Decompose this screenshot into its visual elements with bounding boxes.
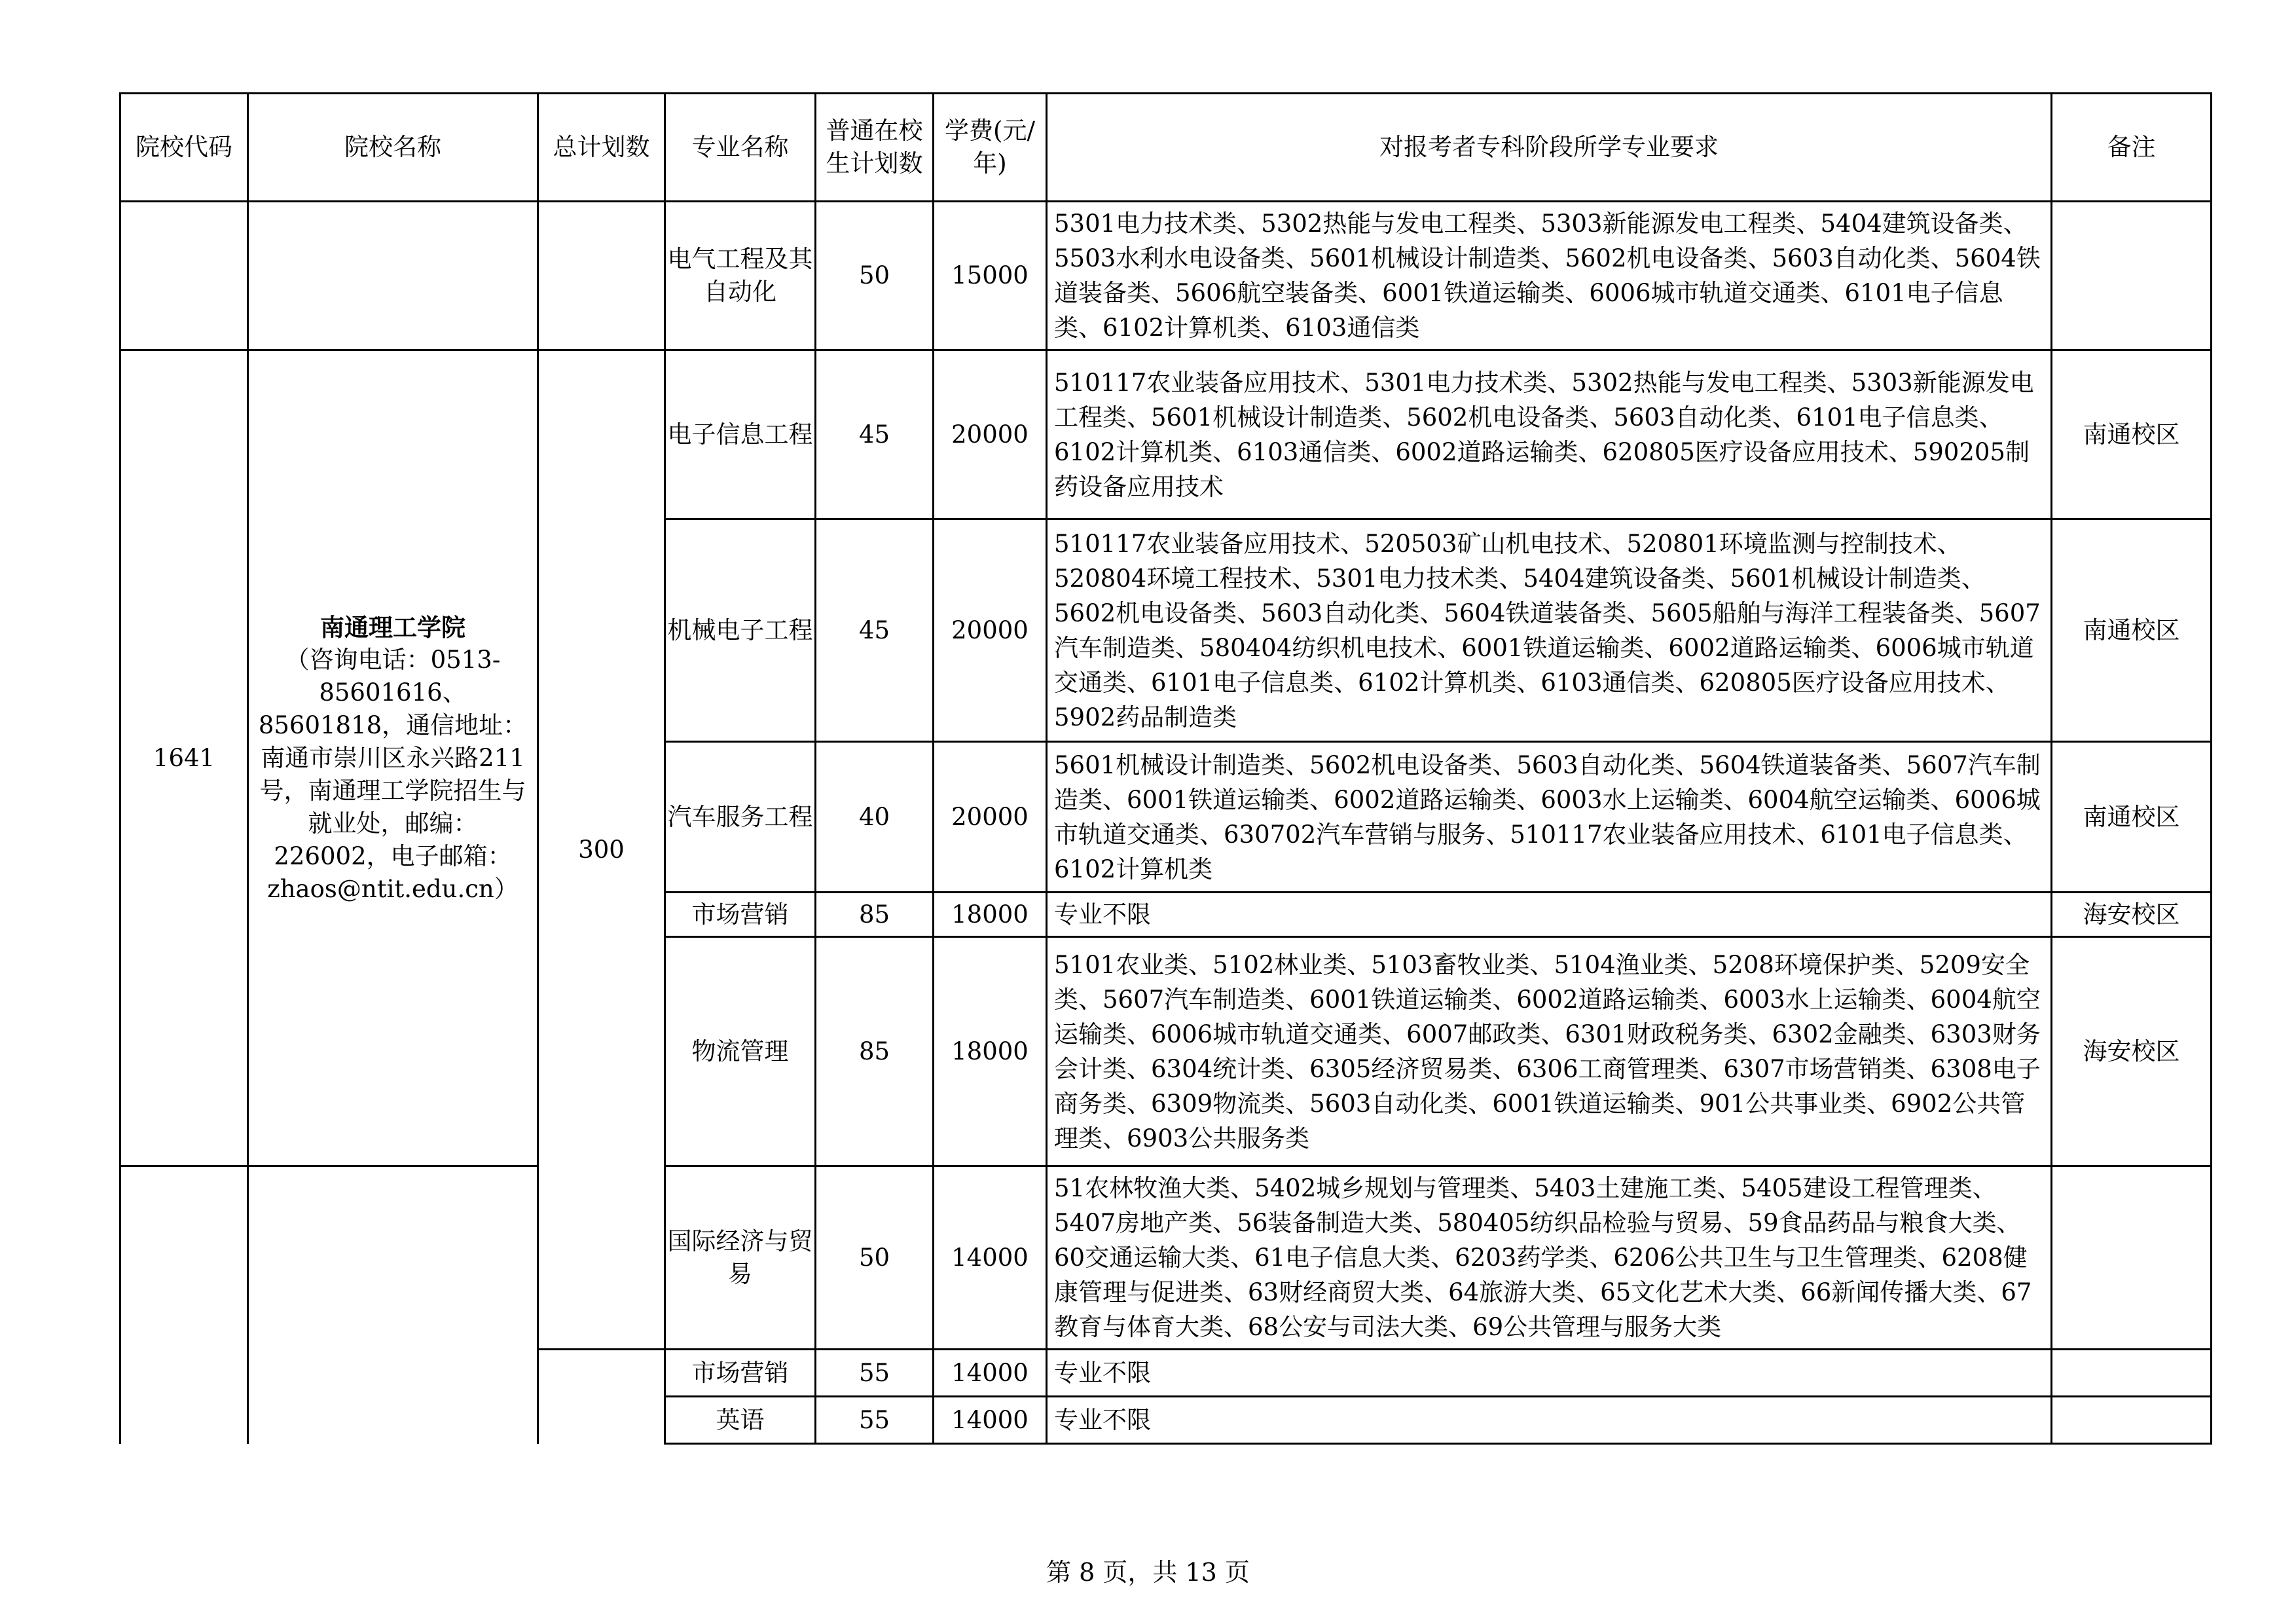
- requirement-cell: 专业不限: [1047, 1350, 2052, 1397]
- table-row: [120, 202, 2212, 350]
- requirement-cell: 5101农业类、5102林业类、5103畜牧业类、5104渔业类、5208环境保护类、5209安全类、5607汽车制造类、6001铁道运输类、6002道路运输类、6003水上运输类、6004航空运输类、6006城市轨道交通类、6007邮政类、6301财政税务类、6302金融类、6303财务会计类、6304统计类、6305经济贸易类、6306工商管理类、6307市场营销类、6308电子商务类、6309物流类、5603自动化类、6001铁道运输类、901公共事业类、6902公共管理类、6903公共服务类: [1047, 937, 2052, 1166]
- admission-plan-table: [119, 92, 2212, 1445]
- header-row: [120, 94, 2212, 202]
- fee-cell: 20000: [934, 350, 1047, 519]
- major-cell: 机械电子工程: [665, 519, 816, 742]
- requirement-cell: 专业不限: [1047, 893, 2052, 937]
- header-note: 备注: [2052, 94, 2212, 202]
- fee-cell: 18000: [934, 937, 1047, 1166]
- fee-cell: 18000: [934, 893, 1047, 937]
- header-fee: 学费(元/年): [934, 94, 1047, 202]
- header-plan: 普通在校生计划数: [816, 94, 934, 202]
- fee-cell: 20000: [934, 519, 1047, 742]
- major-cell: 市场营销: [665, 1350, 816, 1397]
- school-cell: [248, 1166, 538, 1444]
- school-code: 1641: [120, 350, 248, 1166]
- major-cell: 汽车服务工程: [665, 742, 816, 893]
- requirement-cell: 5301电力技术类、5302热能与发电工程类、5303新能源发电工程类、5404建筑设备类、5503水利水电设备类、5601机械设计制造类、5602机电设备类、5603自动化类、5604铁道装备类、5606航空装备类、6001铁道运输类、6006城市轨道交通类、6101电子信息类、6102计算机类、6103通信类: [1047, 202, 2052, 350]
- requirement-cell: 51农林牧渔大类、5402城乡规划与管理类、5403土建施工类、5405建设工程管理类、5407房地产类、56装备制造大类、580405纺织品检验与贸易、59食品药品与粮食大类、60交通运输大类、61电子信息大类、6203药学类、6206公共卫生与卫生管理类、6208健康管理与促进类、63财经商贸大类、64旅游大类、65文化艺术大类、66新闻传播大类、67教育与体育大类、68公安与司法大类、69公共管理与服务大类: [1047, 1166, 2052, 1350]
- major-cell: 市场营销: [665, 893, 816, 937]
- requirement-cell: 510117农业装备应用技术、5301电力技术类、5302热能与发电工程类、5303新能源发电工程类、5601机械设计制造类、5602机电设备类、5603自动化类、6101电子信息类、6102计算机类、6103通信类、6002道路运输类、620805医疗设备应用技术、590205制药设备应用技术: [1047, 350, 2052, 519]
- table-row: [120, 350, 2212, 519]
- major-cell: 电子信息工程: [665, 350, 816, 519]
- school-name: 南通理工学院: [320, 612, 465, 642]
- plan-cell: 50: [816, 1166, 934, 1350]
- total-plan: 300: [538, 350, 665, 1350]
- header-code: 院校代码: [120, 94, 248, 202]
- note-cell: 海安校区: [2052, 937, 2212, 1166]
- requirement-cell: 专业不限: [1047, 1397, 2052, 1444]
- fee-cell: 14000: [934, 1166, 1047, 1350]
- header-school: 院校名称: [248, 94, 538, 202]
- plan-cell: 40: [816, 742, 934, 893]
- note-cell: [2052, 1166, 2212, 1350]
- plan-cell: 85: [816, 893, 934, 937]
- school-name-cell: [248, 350, 538, 1166]
- fee-cell: 15000: [934, 202, 1047, 350]
- major-cell: 电气工程及其自动化: [665, 202, 816, 350]
- header-total-plan: 总计划数: [538, 94, 665, 202]
- total-plan-cell: [538, 1350, 665, 1444]
- total-plan-cell: [538, 202, 665, 350]
- plan-cell: 55: [816, 1350, 934, 1397]
- school-contact-info: （咨询电话：0513-85601616、85601818，通信地址：南通市崇川区永兴路211号，南通理工学院招生与就业处，邮编：226002，电子邮箱：zhaos@ntit.edu.cn）: [258, 645, 528, 903]
- note-cell: 南通校区: [2052, 742, 2212, 893]
- plan-cell: 45: [816, 350, 934, 519]
- note-cell: 海安校区: [2052, 893, 2212, 937]
- fee-cell: 14000: [934, 1397, 1047, 1444]
- header-requirement: 对报考者专科阶段所学专业要求: [1047, 94, 2052, 202]
- table-row: [120, 1166, 2212, 1350]
- page-number: 第 8 页，共 13 页: [1046, 1558, 1250, 1587]
- requirement-cell: 5601机械设计制造类、5602机电设备类、5603自动化类、5604铁道装备类、5607汽车制造类、6001铁道运输类、6002道路运输类、6003水上运输类、6004航空运输类、6006城市轨道交通类、630702汽车营销与服务、510117农业装备应用技术、6101电子信息类、6102计算机类: [1047, 742, 2052, 893]
- fee-cell: 20000: [934, 742, 1047, 893]
- school-cell: [248, 202, 538, 350]
- header-major: 专业名称: [665, 94, 816, 202]
- plan-cell: 45: [816, 519, 934, 742]
- plan-cell: 55: [816, 1397, 934, 1444]
- note-cell: 南通校区: [2052, 519, 2212, 742]
- fee-cell: 14000: [934, 1350, 1047, 1397]
- plan-cell: 85: [816, 937, 934, 1166]
- code-cell: [120, 1166, 248, 1444]
- major-cell: 英语: [665, 1397, 816, 1444]
- plan-cell: 50: [816, 202, 934, 350]
- requirement-cell: 510117农业装备应用技术、520503矿山机电技术、520801环境监测与控制技术、520804环境工程技术、5301电力技术类、5404建筑设备类、5601机械设计制造类、5602机电设备类、5603自动化类、5604铁道装备类、5605船舶与海洋工程装备类、5607汽车制造类、580404纺织机电技术、6001铁道运输类、6002道路运输类、6006城市轨道交通类、6101电子信息类、6102计算机类、6103通信类、620805医疗设备应用技术、5902药品制造类: [1047, 519, 2052, 742]
- note-cell: [2052, 202, 2212, 350]
- note-cell: [2052, 1350, 2212, 1397]
- major-cell: 国际经济与贸易: [665, 1166, 816, 1350]
- major-cell: 物流管理: [665, 937, 816, 1166]
- note-cell: [2052, 1397, 2212, 1444]
- note-cell: 南通校区: [2052, 350, 2212, 519]
- code-cell: [120, 202, 248, 350]
